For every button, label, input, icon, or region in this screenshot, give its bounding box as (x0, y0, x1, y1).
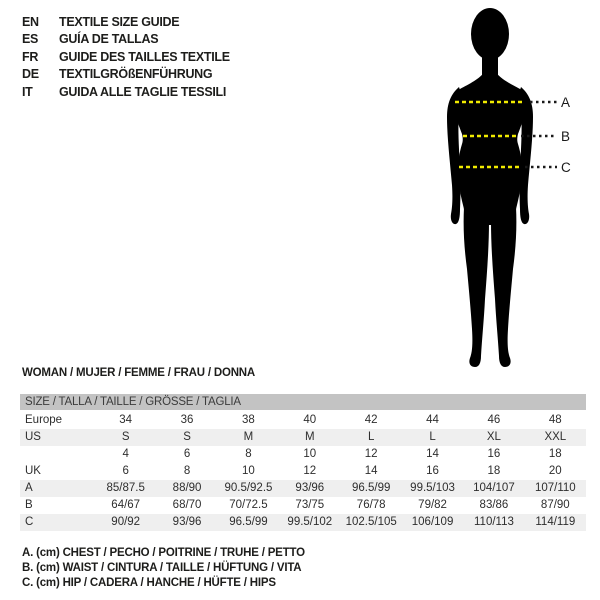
language-list (22, 13, 230, 101)
table-cell: 99.5/102 (287, 516, 333, 528)
table-row-us (20, 429, 586, 446)
silhouette-right-leg (491, 207, 516, 367)
table-cell: 73/75 (295, 499, 325, 511)
table-cell: 64/67 (111, 499, 141, 511)
size-table (20, 394, 586, 531)
row-label: A (25, 482, 33, 494)
table-cell: S (121, 431, 130, 443)
table-cell: 10 (303, 448, 317, 460)
table-cell: 14 (364, 465, 378, 477)
table-cell: 48 (548, 414, 562, 426)
table-cell: 10 (242, 465, 255, 477)
table-cell: 85/87.5 (106, 482, 145, 494)
table-cell: 79/82 (418, 499, 447, 511)
table-cell: L (367, 431, 375, 443)
silhouette-right-arm (519, 87, 533, 224)
table-cell: 4 (122, 448, 129, 460)
measurement-figure (425, 7, 585, 367)
table-cell: 16 (487, 448, 501, 460)
table-cell: 34 (119, 414, 133, 426)
language-code: EN (22, 14, 39, 29)
table-cell: 93/96 (295, 482, 325, 494)
table-cell: 93/96 (172, 516, 202, 528)
silhouette-left-arm (447, 87, 461, 224)
table-cell: 83/86 (479, 499, 509, 511)
table-cell: 114/119 (535, 516, 576, 528)
language-row-it (22, 83, 230, 101)
table-cell: M (243, 431, 254, 443)
row-label: B (25, 499, 33, 511)
table-cell: 42 (364, 414, 378, 426)
measure-label-c: C (561, 160, 571, 175)
table-cell: M (305, 431, 315, 443)
table-cell: 8 (183, 465, 191, 477)
language-label: TEXTILE SIZE GUIDE (59, 14, 180, 29)
language-code: ES (22, 32, 39, 47)
table-row-waist (20, 497, 586, 514)
language-row-fr (22, 48, 230, 66)
table-cell: 46 (487, 414, 501, 426)
table-cell: L (429, 431, 436, 443)
table-row-europe (20, 412, 586, 429)
language-label: GUIDA ALLE TAGLIE TESSILI (59, 84, 227, 99)
language-row-es (22, 31, 230, 49)
table-cell: 68/70 (172, 499, 202, 511)
table-cell: 44 (426, 414, 439, 426)
measurement-legend (22, 546, 305, 591)
language-label: GUIDE DES TAILLES TEXTILE (59, 49, 230, 64)
legend-hip: C. (cm) HIP / CADERA / HANCHE / HÜFTE / HIPS (22, 577, 276, 589)
row-label: US (25, 431, 41, 443)
legend-waist: B. (cm) WAIST / CINTURA / TAILLE / HÜFTUNG / VITA (22, 562, 302, 574)
table-cell: 96.5/99 (352, 482, 391, 494)
legend-chest: A. (cm) CHEST / PECHO / POITRINE / TRUHE / PETTO (22, 547, 305, 559)
table-cell: 88/90 (172, 482, 202, 494)
row-label: Europe (25, 414, 63, 426)
table-cell: 106/109 (411, 516, 454, 528)
table-cell: 110/113 (474, 516, 514, 528)
table-cell: 18 (548, 448, 562, 460)
table-cell: 16 (426, 465, 439, 477)
table-cell: 99.5/103 (410, 482, 455, 494)
table-cell: 12 (364, 448, 378, 460)
table-cell: 6 (183, 448, 191, 460)
row-label: UK (25, 465, 41, 477)
language-label: GUÍA DE TALLAS (59, 32, 159, 47)
section-heading: WOMAN / MUJER / FEMME / FRAU / DONNA (22, 367, 256, 379)
table-cell: 107/110 (534, 482, 576, 494)
table-cell: 96.5/99 (229, 516, 268, 528)
table-cell: 8 (245, 448, 252, 460)
table-cell: 70/72.5 (229, 499, 268, 511)
silhouette-torso (453, 71, 527, 225)
table-cell: 104/107 (473, 482, 515, 494)
table-row-chest (20, 480, 586, 497)
table-cell: XXL (544, 431, 567, 443)
table-cell: 38 (242, 414, 255, 426)
language-code: DE (22, 67, 39, 82)
table-cell: 18 (487, 465, 501, 477)
table-cell: 90/92 (111, 516, 141, 528)
table-row-uk (20, 463, 586, 480)
table-cell: 90.5/92.5 (224, 482, 273, 494)
measure-label-a: A (561, 95, 571, 110)
size-table-header: SIZE / TALLA / TAILLE / GRÖSSE / TAGLIA (20, 394, 586, 410)
silhouette-left-leg (464, 207, 489, 367)
woman-silhouette-icon (425, 7, 585, 367)
table-cell: 87/90 (540, 499, 570, 511)
table-cell: 6 (122, 465, 129, 477)
language-code: IT (22, 84, 33, 99)
language-label: TEXTILGRÖßENFÜHRUNG (59, 67, 213, 82)
table-cell: 102.5/105 (345, 516, 397, 528)
row-label (20, 446, 95, 463)
language-row-de (22, 66, 230, 84)
table-cell: 40 (303, 414, 317, 426)
language-code: FR (22, 49, 39, 64)
table-cell: S (183, 431, 191, 443)
measure-label-b: B (561, 129, 571, 144)
table-cell: 20 (548, 465, 562, 477)
table-cell: XL (486, 431, 501, 443)
table-row-hip (20, 514, 586, 531)
table-cell: 12 (303, 465, 317, 477)
table-row-us-numeric (20, 446, 586, 463)
table-cell: 14 (426, 448, 439, 460)
language-row-en (22, 13, 230, 31)
table-cell: 36 (180, 414, 194, 426)
row-label: C (25, 516, 34, 528)
table-cell: 76/78 (356, 499, 386, 511)
